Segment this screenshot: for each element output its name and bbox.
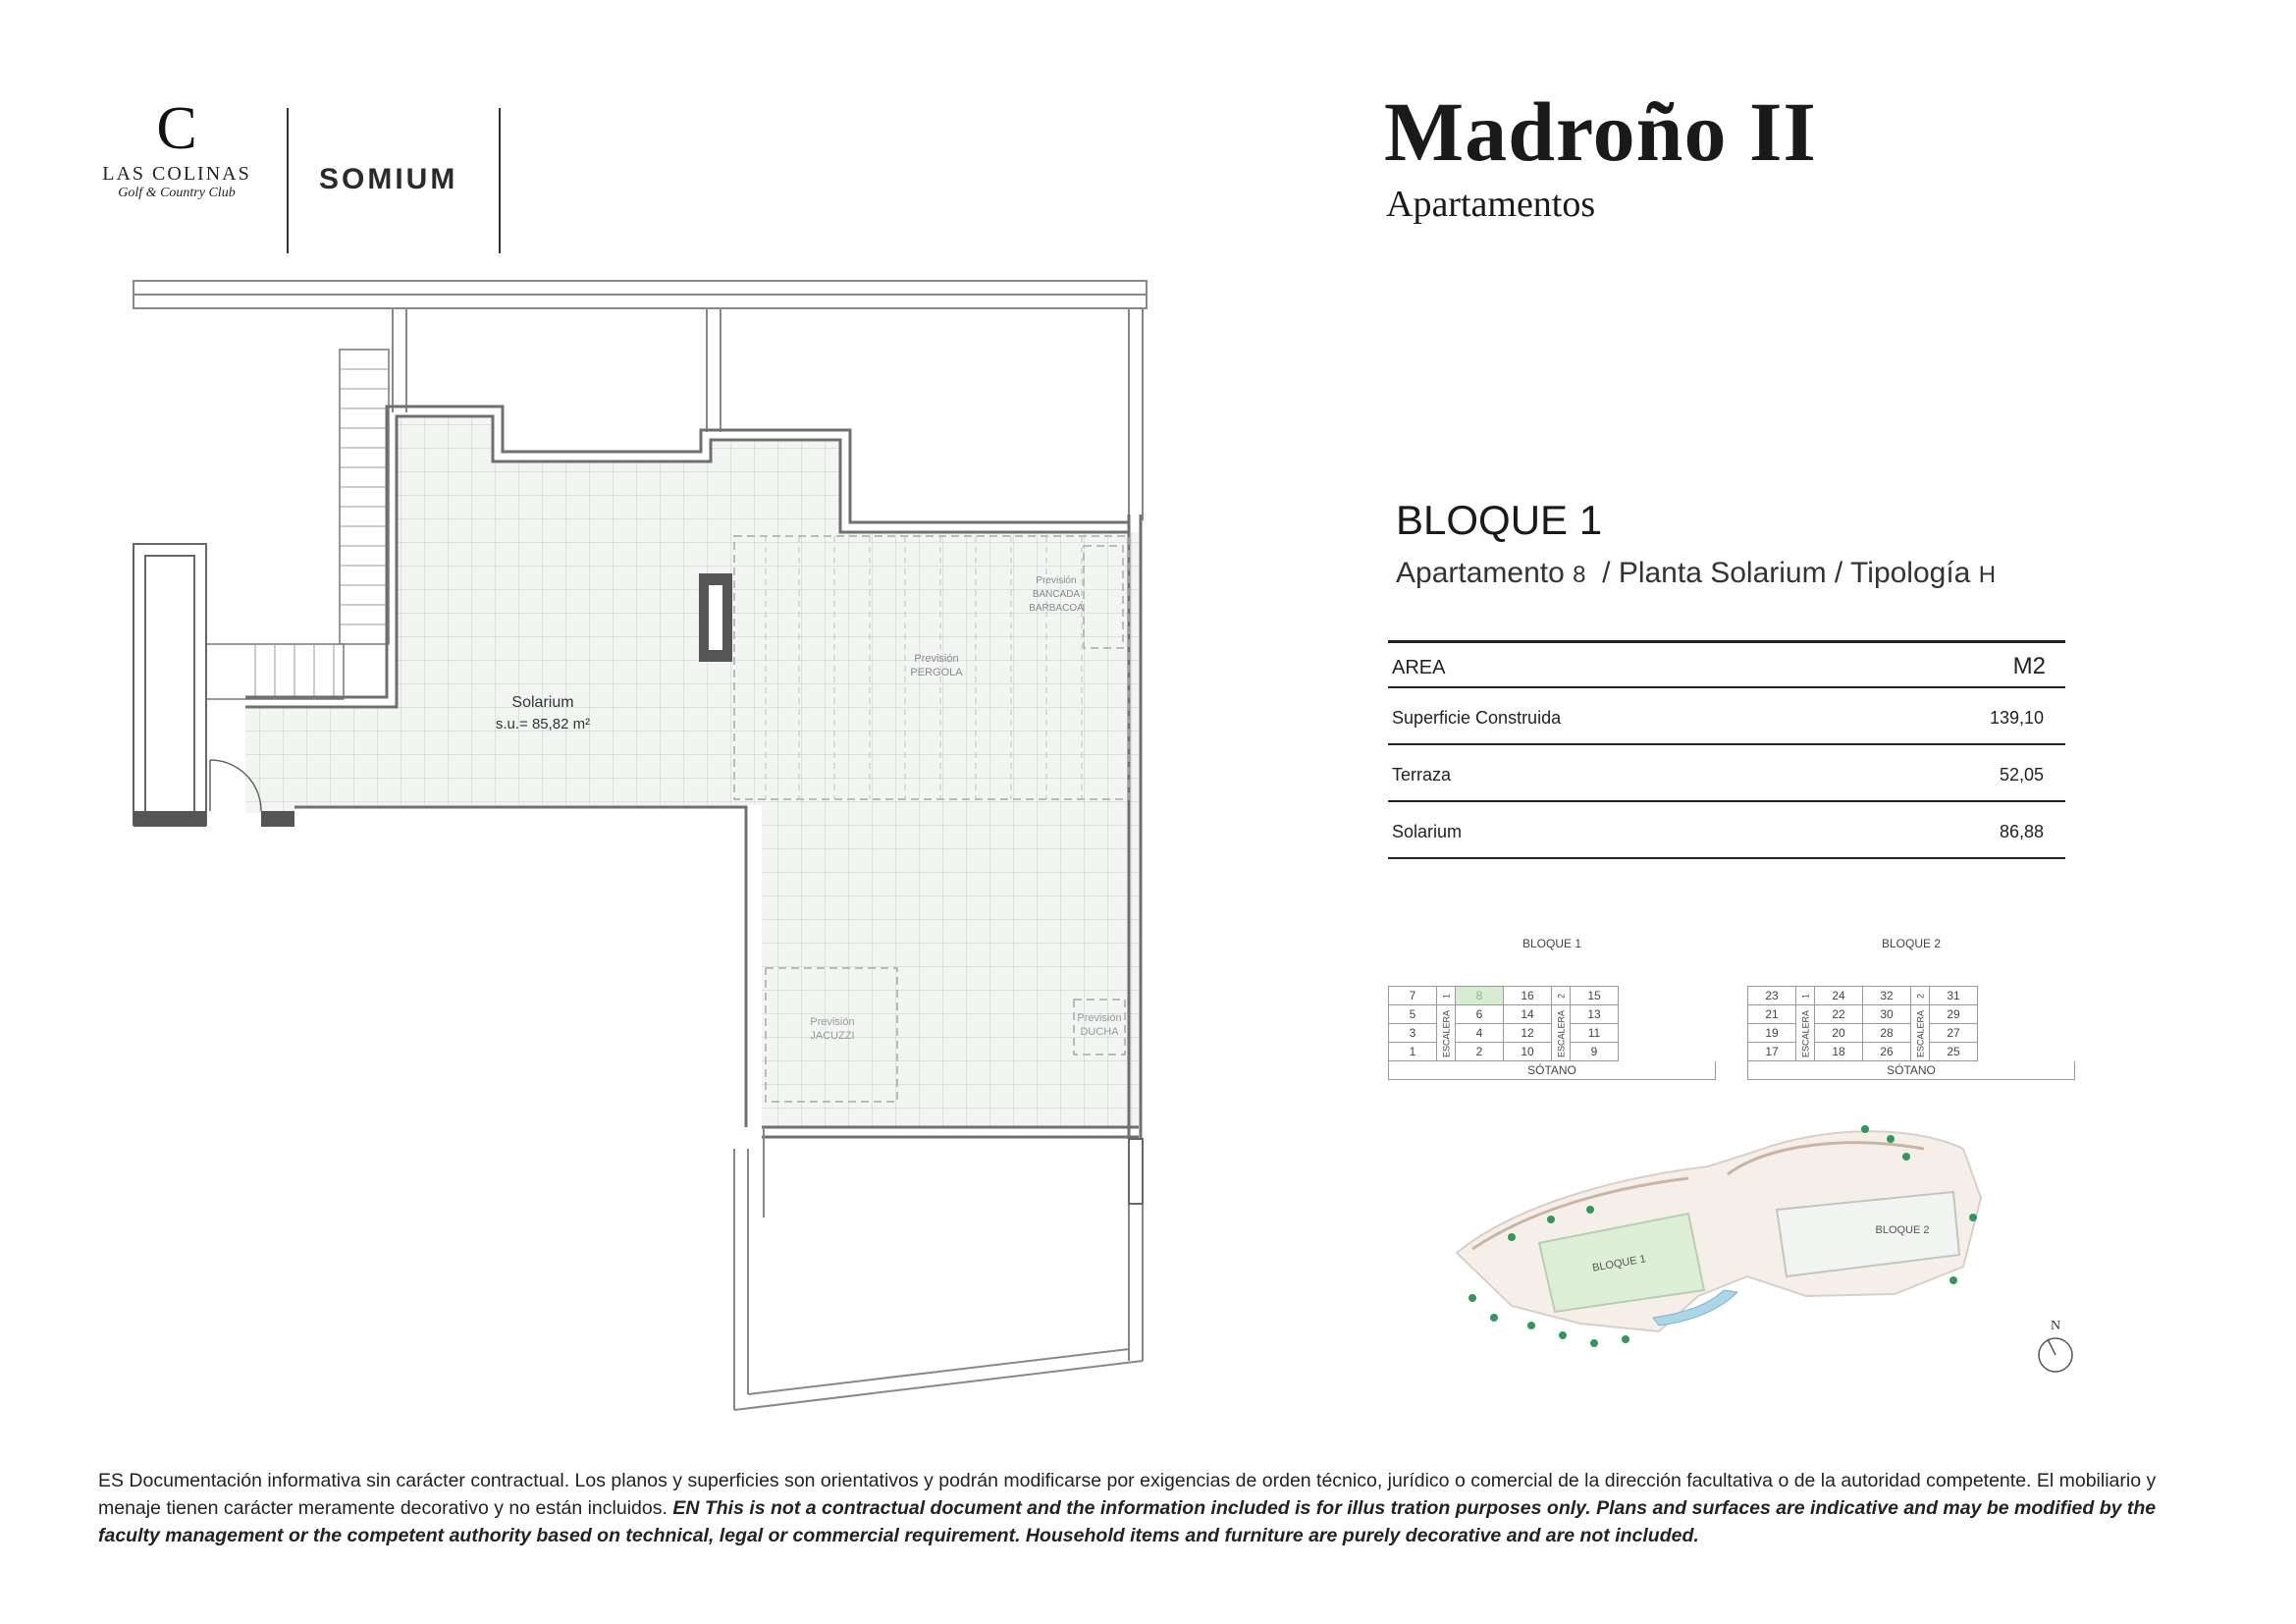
disclaimer-en: EN This is not a contractual document and the information included is for illus tration purposes only. Plans and surfaces are indicative and may be modified by the faculty management or the competent authority based on technical, legal or commercial requirement. Household items and furniture are purely decorative and are not included. <box>98 1497 2157 1546</box>
unit-cell: 27 <box>1930 1024 1978 1043</box>
unit-cell: 19 <box>1748 1024 1796 1043</box>
disclaimer-es: ES Documentación informativa sin carácter contractual. Los planos y superficies son orientativos y podrán modificarse por exigencias de orden técnico, jurídico o comercial de la dirección facultativa o de la autoridad competente. El mobiliario y menaje tienen carácter meramente decorativo y no están incluidos. <box>98 1470 2157 1519</box>
barbacoa-label-3: BARBACOA <box>1029 603 1084 614</box>
area-table <box>1388 640 2065 859</box>
unit-cell: 5 <box>1389 1005 1437 1024</box>
unit-cell: 20 <box>1815 1024 1863 1043</box>
row-value: 86,88 <box>1999 822 2044 841</box>
unit-cell: 2 <box>1456 1043 1504 1061</box>
barbacoa-label-1: Previsión <box>1036 575 1077 586</box>
unit-cell: 9 <box>1571 1043 1619 1061</box>
row-value: 52,05 <box>1999 765 2044 785</box>
bloque2-grid-title: BLOQUE 2 <box>1881 937 1942 950</box>
unit-cell: 21 <box>1748 1005 1796 1024</box>
unit-cell: 18 <box>1815 1043 1863 1061</box>
row-label: Terraza <box>1392 765 1452 785</box>
north-label: N <box>2050 1319 2061 1333</box>
apartment-line <box>1396 557 1996 590</box>
bloque-title: BLOQUE 1 <box>1396 497 1603 543</box>
unit-cell: 1 <box>1437 987 1456 1005</box>
siteplan-bloque1: BLOQUE 1 <box>1591 1253 1647 1274</box>
row-label: Solarium <box>1392 822 1463 841</box>
disclaimer <box>98 1467 2218 1549</box>
unit-cell: 22 <box>1815 1005 1863 1024</box>
logo-subtitle: Golf & Country Club <box>118 186 236 200</box>
tipologia-value: H <box>1978 562 1997 588</box>
sotano-label: SÓTANO <box>1747 1061 2075 1080</box>
apartment-prefix: Apartamento <box>1396 557 1565 589</box>
unit-cell: 23 <box>1748 987 1796 1005</box>
bloque1-grid <box>1388 937 1716 1080</box>
unit-cell: 16 <box>1504 987 1552 1005</box>
somium-logo: SOMIUM <box>319 163 458 195</box>
unit-highlight: 8 <box>1456 987 1504 1005</box>
row-label: Superficie Construida <box>1392 708 1562 728</box>
unit-cell: 7 <box>1389 987 1437 1005</box>
area-header-left: AREA <box>1392 657 1446 678</box>
unit-cell: ESCALERA <box>1911 1005 1930 1061</box>
unit-cell: ESCALERA <box>1552 1005 1571 1061</box>
unit-cell: 29 <box>1930 1005 1978 1024</box>
pergola-label-2: PERGOLA <box>910 667 963 678</box>
unit-cell: 24 <box>1815 987 1863 1005</box>
unit-cell: 4 <box>1456 1024 1504 1043</box>
table-row <box>1388 745 2065 802</box>
page-title: Madroño II <box>1384 84 1817 179</box>
site-plan <box>1457 1125 2072 1372</box>
page-subtitle: Apartamentos <box>1386 184 1596 225</box>
unit-cell: 1 <box>1389 1043 1437 1061</box>
pergola-label-1: Previsión <box>914 653 959 665</box>
table-row <box>1388 688 2065 745</box>
unit-cell: 2 <box>1911 987 1930 1005</box>
unit-cell: 17 <box>1748 1043 1796 1061</box>
ducha-label-2: DUCHA <box>1080 1026 1119 1038</box>
unit-cell: 15 <box>1571 987 1619 1005</box>
unit-cell: 6 <box>1456 1005 1504 1024</box>
jacuzzi-label-1: Previsión <box>810 1016 855 1028</box>
siteplan-bloque2: BLOQUE 2 <box>1875 1224 1930 1236</box>
ducha-label-1: Previsión <box>1077 1012 1122 1024</box>
unit-cell: 12 <box>1504 1024 1552 1043</box>
unit-cell: 2 <box>1552 987 1571 1005</box>
unit-cell: 26 <box>1863 1043 1911 1061</box>
unit-cell: 31 <box>1930 987 1978 1005</box>
solarium-area: s.u.= 85,82 m² <box>495 716 591 732</box>
unit-cell: 10 <box>1504 1043 1552 1061</box>
solarium-label: Solarium <box>511 694 574 711</box>
area-table-header <box>1388 640 2065 688</box>
jacuzzi-label-2: JACUZZI <box>810 1030 855 1042</box>
unit-cell: 3 <box>1389 1024 1437 1043</box>
unit-cell: 13 <box>1571 1005 1619 1024</box>
unit-cell: 11 <box>1571 1024 1619 1043</box>
row-value: 139,10 <box>1989 708 2044 728</box>
unit-cell: 25 <box>1930 1043 1978 1061</box>
planta-text: / Planta Solarium / Tipología <box>1602 557 1971 589</box>
unit-cell: 32 <box>1863 987 1911 1005</box>
area-header-right: M2 <box>2012 653 2046 679</box>
unit-cell: ESCALERA <box>1437 1005 1456 1061</box>
apartment-number: 8 <box>1573 562 1586 588</box>
logo-name: LAS COLINAS <box>102 163 251 185</box>
barbacoa-label-2: BANCADA <box>1032 589 1081 600</box>
table-row <box>1388 802 2065 859</box>
unit-cell: 1 <box>1796 987 1815 1005</box>
unit-cell: 30 <box>1863 1005 1911 1024</box>
logo-mark: C <box>156 95 197 162</box>
bloque2-grid <box>1747 937 2075 1080</box>
unit-cell: ESCALERA <box>1796 1005 1815 1061</box>
bloque1-grid-title: BLOQUE 1 <box>1522 937 1582 950</box>
unit-cell: 14 <box>1504 1005 1552 1024</box>
unit-cell: 28 <box>1863 1024 1911 1043</box>
sotano-label: SÓTANO <box>1388 1061 1716 1080</box>
